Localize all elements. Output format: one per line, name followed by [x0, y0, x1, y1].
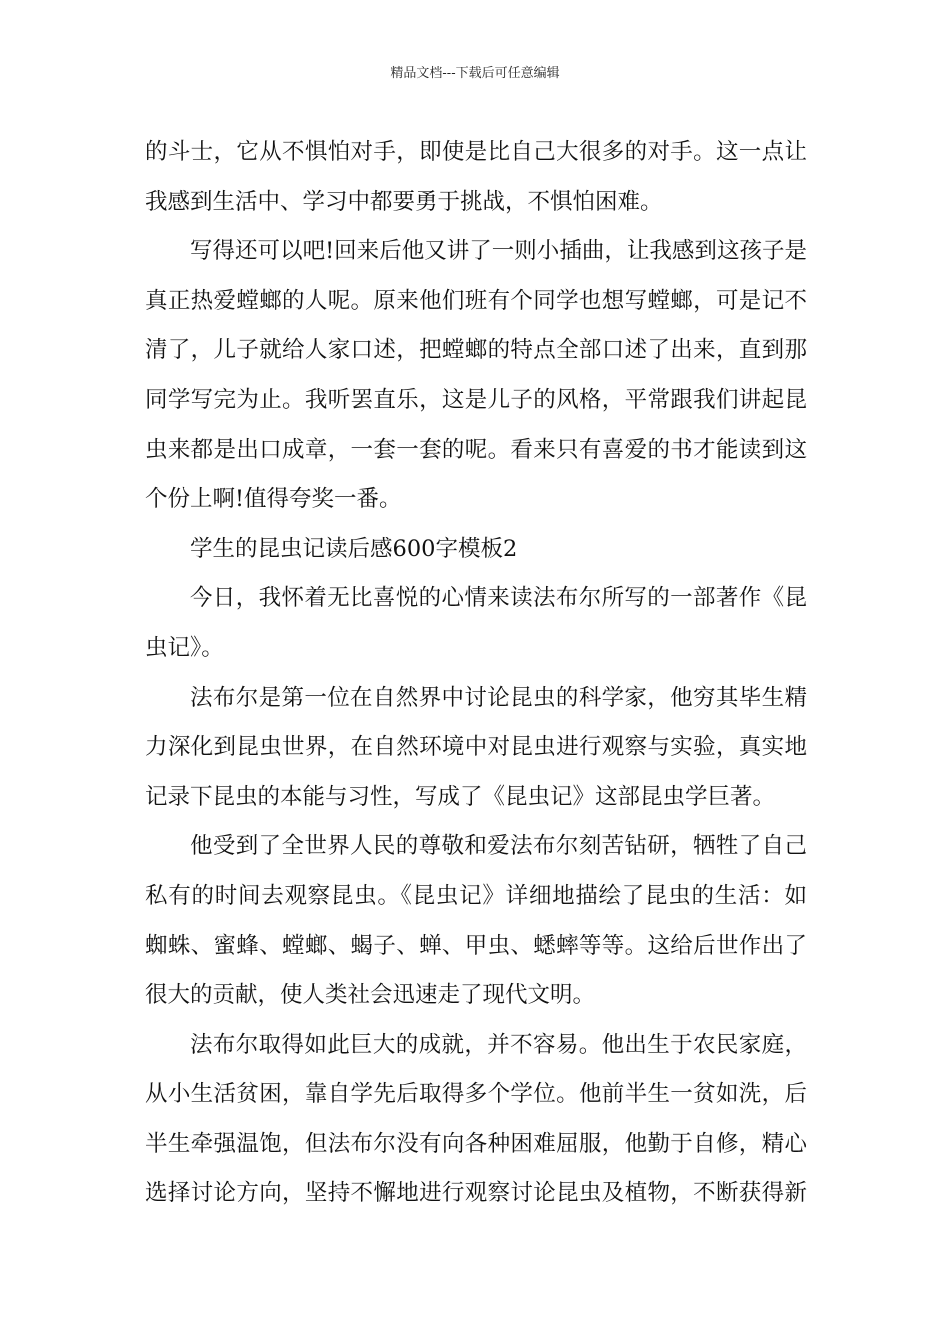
text-line: 同学写完为止。我听罢直乐，这是儿子的风格，平常跟我们讲起昆 — [145, 386, 807, 413]
text-line: 选择讨论方向，坚持不懈地进行观察讨论昆虫及植物，不断获得新 — [145, 1180, 807, 1207]
text-line: 我感到生活中、学习中都要勇于挑战，不惧怕困难。 — [145, 188, 663, 215]
page-header: 精品文档---下载后可任意编辑 — [390, 66, 560, 81]
text-line: 清了，儿子就给人家口述，把螳螂的特点全部口述了出来，直到那 — [145, 337, 807, 364]
text-line: 力深化到昆虫世界，在自然环境中对昆虫进行观察与实验，真实地 — [145, 734, 807, 761]
text-line: 的斗士，它从不惧怕对手，即使是比自己大很多的对手。这一点让 — [145, 139, 807, 165]
text-line: 私有的时间去观察昆虫。《昆虫记》详细地描绘了昆虫的生活：如 — [145, 882, 807, 909]
text-line: 半生牵强温饱，但法布尔没有向各种困难屈服，他勤于自修，精心 — [145, 1130, 807, 1157]
text-line: 真正热爱螳螂的人呢。原来他们班有个同学也想写螳螂，可是记不 — [145, 287, 807, 314]
document-body — [145, 128, 807, 1219]
paragraph-first-line: 写得还可以吧!回来后他又讲了一则小插曲，让我感到这孩子是 — [190, 238, 807, 265]
text-line: 个份上啊!值得夸奖一番。 — [145, 486, 402, 513]
text-line: 虫记》。 — [145, 634, 224, 661]
text-line: 虫来都是出口成章，一套一套的呢。看来只有喜爱的书才能读到这 — [145, 436, 807, 463]
section-heading: 学生的昆虫记读后感600字模板2 — [190, 535, 518, 562]
paragraph-first-line: 法布尔取得如此巨大的成就，并不容易。他出生于农民家庭， — [190, 1031, 807, 1058]
text-line: 蜘蛛、蜜蜂、螳螂、蝎子、蝉、甲虫、蟋蟀等等。这给后世作出了 — [145, 932, 807, 959]
text-line: 很大的贡献，使人类社会迅速走了现代文明。 — [145, 982, 596, 1009]
text-line: 从小生活贫困，靠自学先后取得多个学位。他前半生一贫如洗，后 — [145, 1081, 807, 1108]
paragraph-first-line: 他受到了全世界人民的尊敬和爱法布尔刻苦钻研，牺牲了自己 — [190, 833, 807, 860]
text-line: 记录下昆虫的本能与习性，写成了《昆虫记》这部昆虫学巨著。 — [145, 783, 776, 810]
paragraph-first-line: 今日，我怀着无比喜悦的心情来读法布尔所写的一部著作《昆 — [190, 585, 807, 612]
paragraph-first-line: 法布尔是第一位在自然界中讨论昆虫的科学家，他穷其毕生精 — [190, 684, 807, 711]
